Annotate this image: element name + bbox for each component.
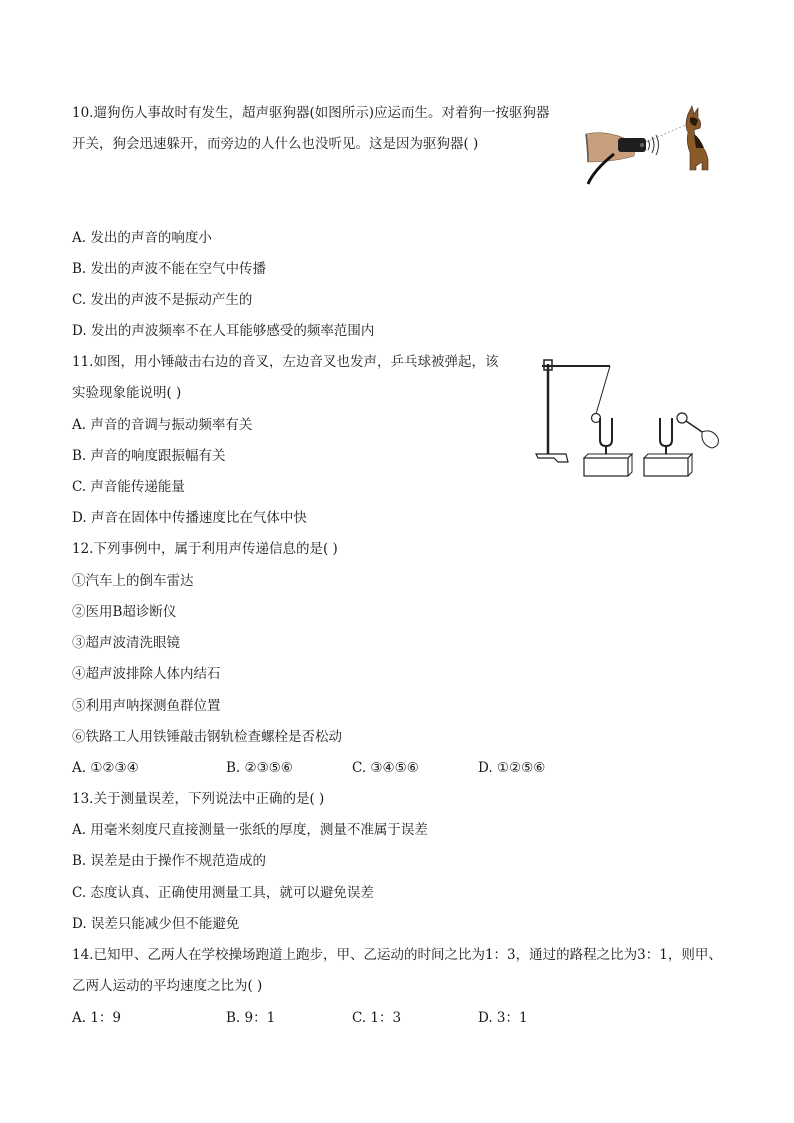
q10-option-c: C. 发出的声波不是振动产生的 [72,292,253,308]
q12-item-5: ⑤利用声呐探测鱼群位置 [72,698,221,714]
q11-option-b: B. 声音的响度跟振幅有关 [72,448,226,464]
q12-item-1: ①汽车上的倒车雷达 [72,573,194,589]
q10-option-b: B. 发出的声波不能在空气中传播 [72,261,267,277]
q12-option-c: C. ③④⑤⑥ [352,760,419,776]
q11-stem-line2: 实验现象能说明( ) [72,385,182,401]
dog-repeller-figure [584,104,724,186]
q14-option-b: B. 9：1 [226,1010,276,1026]
q12-item-4: ④超声波排除人体内结石 [72,666,221,682]
tuning-fork-figure [532,350,722,480]
q13-option-b: B. 误差是由于操作不规范造成的 [72,853,267,869]
q11-option-d: D. 声音在固体中传播速度比在气体中快 [72,510,307,526]
q13-option-d: D. 误差只能减少但不能避免 [72,916,240,932]
q11-stem-line1: 11.如图，用小锤敲击右边的音叉，左边音叉也发声，乒乓球被弹起，该 [72,354,499,370]
q10-option-a: A. 发出的声音的响度小 [72,230,212,246]
q13-option-c: C. 态度认真、正确使用测量工具，就可以避免误差 [72,885,374,901]
q11-option-a: A. 声音的音调与振动频率有关 [72,417,253,433]
q14-option-d: D. 3：1 [478,1010,528,1026]
q14-stem-line1: 14.已知甲、乙两人在学校操场跑道上跑步，甲、乙运动的时间之比为1：3，通过的路程之比为3：1，则甲、 [72,947,722,963]
q12-option-d: D. ①②⑤⑥ [478,760,546,776]
q14-stem-line2: 乙两人运动的平均速度之比为( ) [72,978,263,994]
q12-option-b: B. ②③⑤⑥ [226,760,293,776]
q12-item-2: ②医用B超诊断仪 [72,604,177,620]
q12-option-a: A. ①②③④ [72,760,139,776]
q12-item-6: ⑥铁路工人用铁锤敲击钢轨检查螺栓是否松动 [72,729,342,745]
q14-option-a: A. 1：9 [72,1010,122,1026]
q14-option-c: C. 1：3 [352,1010,402,1026]
q10-stem-line2: 开关，狗会迅速躲开，而旁边的人什么也没听见。这是因为驱狗器( ) [72,136,479,152]
q10-option-d: D. 发出的声波频率不在人耳能够感受的频率范围内 [72,323,375,339]
q12-stem: 12.下列事例中，属于利用声传递信息的是( ) [72,541,338,557]
q13-option-a: A. 用毫米刻度尺直接测量一张纸的厚度，测量不准属于误差 [72,822,428,838]
q11-option-c: C. 声音能传递能量 [72,479,185,495]
q10-stem-line1: 10.遛狗伤人事故时有发生，超声驱狗器(如图所示)应运而生。对着狗一按驱狗器 [72,105,550,121]
q13-stem: 13.关于测量误差，下列说法中正确的是( ) [72,791,325,807]
q12-item-3: ③超声波清洗眼镜 [72,635,180,651]
